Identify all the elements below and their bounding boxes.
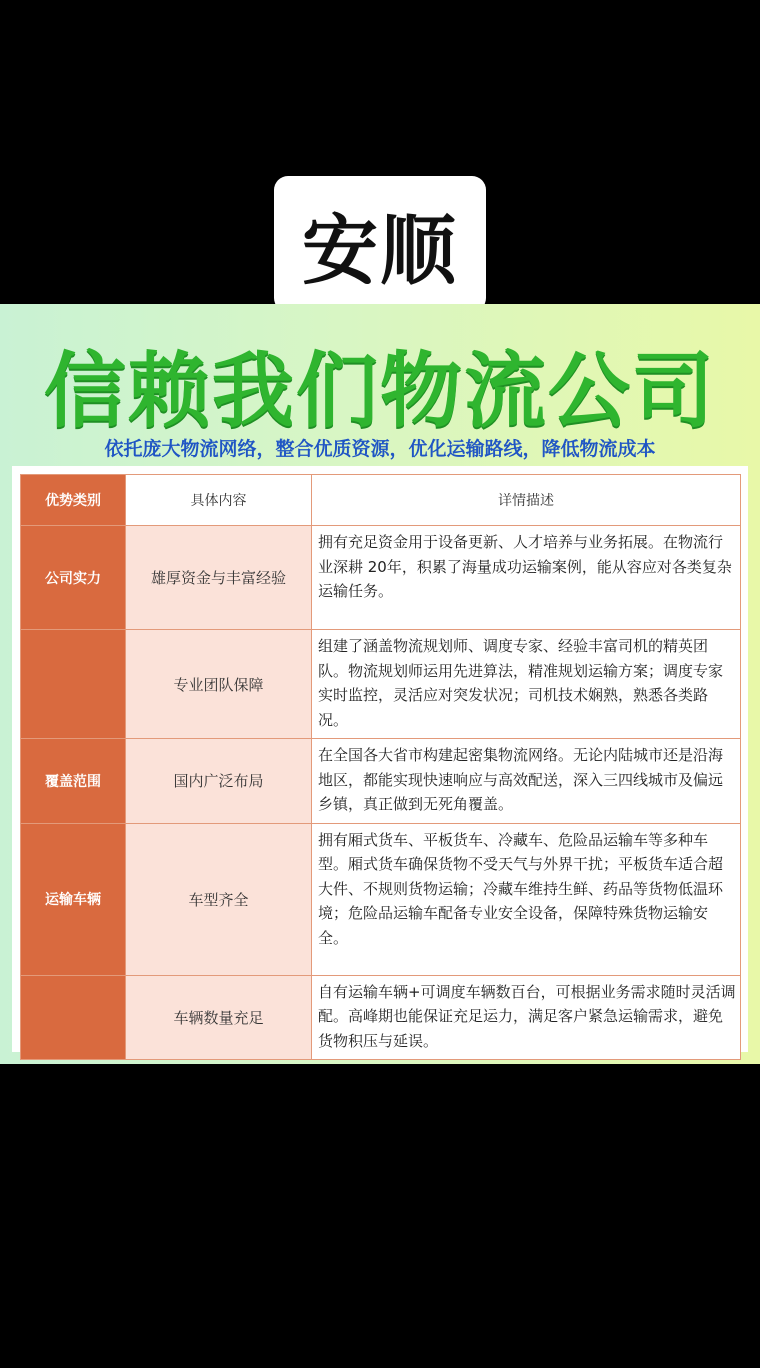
- row-category: [21, 630, 126, 739]
- header-desc: 详情描述: [312, 475, 741, 526]
- table-row: [21, 630, 741, 739]
- subheadline: 依托庞大物流网络，整合优质资源，优化运输路线，降低物流成本: [104, 438, 656, 460]
- row-category: 公司实力: [21, 526, 126, 630]
- row-desc: 拥有充足资金用于设备更新、人才培养与业务拓展。在物流行业深耕 20年，积累了海量成功运输案例，能从容应对各类复杂运输任务。: [312, 526, 741, 630]
- table-row: [21, 526, 741, 630]
- header-item: 具体内容: [126, 475, 312, 526]
- brand-badge: [274, 176, 486, 312]
- table-row: [21, 975, 741, 1060]
- table-header-row: [21, 475, 741, 526]
- brand-name: 安顺: [302, 205, 458, 295]
- poster: [0, 304, 760, 1064]
- advantages-table-card: [12, 466, 748, 1052]
- row-item: 车辆数量充足: [126, 975, 312, 1060]
- row-desc: 组建了涵盖物流规划师、调度专家、经验丰富司机的精英团队。物流规划师运用先进算法，精准规划运输方案；调度专家实时监控，灵活应对突发状况；司机技术娴熟，熟悉各类路况。: [312, 630, 741, 739]
- row-item: 专业团队保障: [126, 630, 312, 739]
- row-desc: 自有运输车辆+可调度车辆数百台，可根据业务需求随时灵活调配。高峰期也能保证充足运力，满足客户紧急运输需求，避免货物积压与延误。: [312, 975, 741, 1060]
- row-item: 国内广泛布局: [126, 739, 312, 824]
- row-desc: 拥有厢式货车、平板货车、冷藏车、危险品运输车等多种车型。厢式货车确保货物不受天气与外界干扰；平板货车适合超大件、不规则货物运输；冷藏车维持生鲜、药品等货物低温环境；危险品运输车配备专业安全设备，保障特殊货物运输安全。: [312, 823, 741, 975]
- headline: 信赖我们物流公司: [43, 344, 716, 439]
- advantages-table: [20, 474, 741, 1060]
- row-category: [21, 975, 126, 1060]
- row-category: 覆盖范围: [21, 739, 126, 824]
- row-item: 雄厚资金与丰富经验: [126, 526, 312, 630]
- row-item: 车型齐全: [126, 823, 312, 975]
- row-desc: 在全国各大省市构建起密集物流网络。无论内陆城市还是沿海地区，都能实现快速响应与高效配送，深入三四线城市及偏远乡镇，真正做到无死角覆盖。: [312, 739, 741, 824]
- row-category: 运输车辆: [21, 823, 126, 975]
- table-row: [21, 823, 741, 975]
- table-row: [21, 739, 741, 824]
- header-category: 优势类别: [21, 475, 126, 526]
